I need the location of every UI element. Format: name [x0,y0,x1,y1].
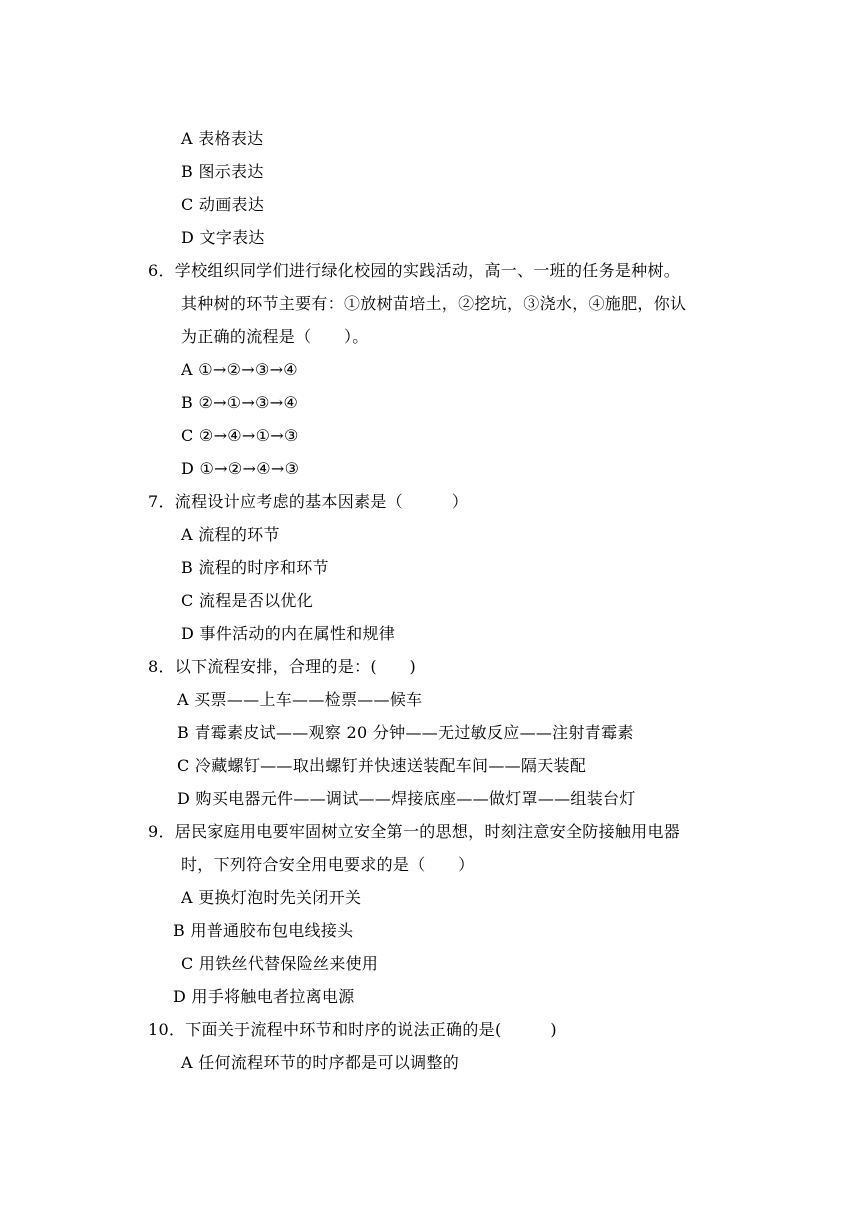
q9-stem-line2: 时，下列符合安全用电要求的是（ ） [181,855,475,874]
q5-option-c: C 动画表达 [181,195,265,214]
q9-option-b: B 用普通胶布包电线接头 [173,921,354,940]
q6-stem-line2: 其种树的环节主要有：①放树苗培土，②挖坑，③浇水，④施肥，你认 [181,294,687,313]
q7-option-c: C 流程是否以优化 [181,591,314,610]
q5-option-d: D 文字表达 [181,228,265,247]
q7-stem: 7．流程设计应考虑的基本因素是（ ） [148,492,469,511]
q8-option-b: B 青霉素皮试——观察 20 分钟——无过敏反应——注射青霉素 [177,723,634,742]
q7-option-b: B 流程的时序和环节 [181,558,329,577]
q8-option-c: C 冷藏螺钉——取出螺钉并快速送装配车间——隔天装配 [177,756,587,775]
q10-stem: 10．下面关于流程中环节和时序的说法正确的是( ) [148,1020,557,1039]
q6-option-a: A ①→②→③→④ [181,360,298,379]
q9-option-d: D 用手将触电者拉离电源 [173,987,355,1006]
q8-option-a: A 买票——上车——检票——候车 [177,690,423,709]
q7-option-d: D 事件活动的内在属性和规律 [181,624,396,643]
q6-stem-line3: 为正确的流程是（ ）。 [181,327,369,346]
q6-stem-line1: 6．学校组织同学们进行绿化校园的实践活动，高一、一班的任务是种树。 [148,261,681,280]
q10-option-a: A 任何流程环节的时序都是可以调整的 [181,1053,460,1072]
q5-option-b: B 图示表达 [181,162,264,181]
q5-option-a: A 表格表达 [181,129,264,148]
q6-option-c: C ②→④→①→③ [181,426,299,445]
q6-option-d: D ①→②→④→③ [181,459,300,478]
q9-option-a: A 更换灯泡时先关闭开关 [181,888,362,907]
q8-stem: 8．以下流程安排，合理的是：( ) [148,657,417,676]
q6-option-b: B ②→①→③→④ [181,393,299,412]
q7-option-a: A 流程的环节 [181,525,280,544]
q9-stem-line1: 9．居民家庭用电要牢固树立安全第一的思想，时刻注意安全防接触用电器 [148,822,681,841]
q8-option-d: D 购买电器元件——调试——焊接底座——做灯罩——组装台灯 [177,789,636,808]
q9-option-c: C 用铁丝代替保险丝来使用 [181,954,379,973]
